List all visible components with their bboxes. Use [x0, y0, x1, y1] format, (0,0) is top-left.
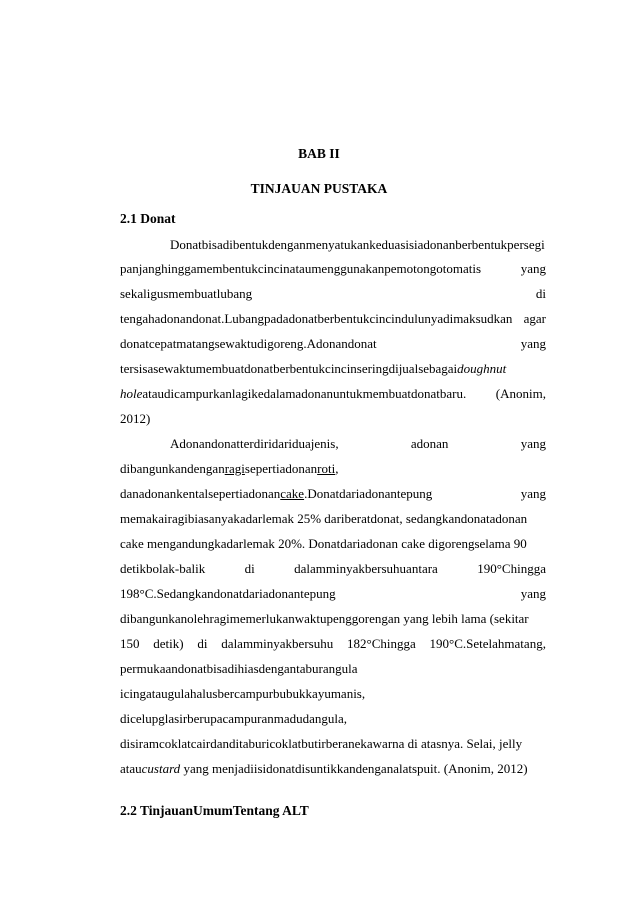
paragraph-line: donatcepatmatangsewaktudigoreng.Adonandonat yang	[120, 336, 546, 351]
paragraph-line: icingataugulahalusbercampurbubukkayumanis,	[120, 686, 366, 701]
paragraph-line: ataucustard yang menjadiisidonatdisuntikkandenganalatspuit. (Anonim, 2012)	[120, 761, 528, 776]
paragraph-line: 150 detik) di dalamminyakbersuhu 182°Chingga 190°C.Setelahmatang,	[120, 636, 546, 651]
paragraph-line: permukaandonatbisadihiasdengantaburangula	[120, 661, 358, 676]
paragraph-line: memakairagibiasanyakadarlemak 25% dariberatdonat, sedangkandonatadonan	[120, 511, 528, 526]
paragraph-line: dibangunkandenganragisepertiadonanroti,	[120, 461, 339, 476]
section-heading: 2.1 Donat	[120, 211, 176, 226]
paragraph-line: cake mengandungkadarlemak 20%. Donatdariadonan cake digorengselama 90	[120, 536, 527, 551]
paragraph-line: tersisasewaktumembuatdonatberbentukcincinseringdijualsebagaidoughnut	[120, 361, 507, 376]
chapter-number: BAB II	[298, 146, 340, 161]
paragraph-line: disiramcoklatcairdanditaburicoklatbutirberanekawarna di atasnya. Selai, jelly	[120, 736, 523, 751]
paragraph-line: danadonankentalsepertiadonancake.Donatdariadonantepung yang	[120, 486, 546, 501]
paragraph-line: holeataudicampurkanlagikedalamadonanuntukmembuatdonatbaru. (Anonim,	[120, 386, 546, 401]
paragraph-line: Adonandonatterdiridariduajenis, adonan yang	[170, 436, 546, 451]
paragraph-line: panjanghinggamembentukcincinataumenggunakanpemotongotomatis yang	[120, 261, 546, 276]
chapter-title: TINJAUAN PUSTAKA	[250, 181, 388, 196]
section-heading: 2.2 TinjauanUmumTentang ALT	[120, 803, 309, 818]
paragraph-line: dibangunkanolehragimemerlukanwaktupenggorengan yang lebih lama (sekitar	[120, 611, 529, 626]
paragraph-line: dicelupglasirberupacampuranmadudangula,	[120, 711, 348, 726]
paragraph-line: sekaligusmembuatlubang di	[120, 286, 546, 301]
paragraph-line: Donatbisadibentukdenganmenyatukankeduasisiadonanberbentukpersegi	[170, 237, 545, 252]
paragraph-line: 2012)	[120, 411, 151, 426]
paragraph-line: tengahadonandonat.Lubangpadadonatberbentukcincindulunyadimaksudkan agar	[120, 311, 546, 326]
paragraph-line: 198°C.Sedangkandonatdariadonantepung yang	[120, 586, 546, 601]
paragraph-line: detikbolak-balik di dalamminyakbersuhuantara 190°Chingga	[120, 561, 546, 576]
